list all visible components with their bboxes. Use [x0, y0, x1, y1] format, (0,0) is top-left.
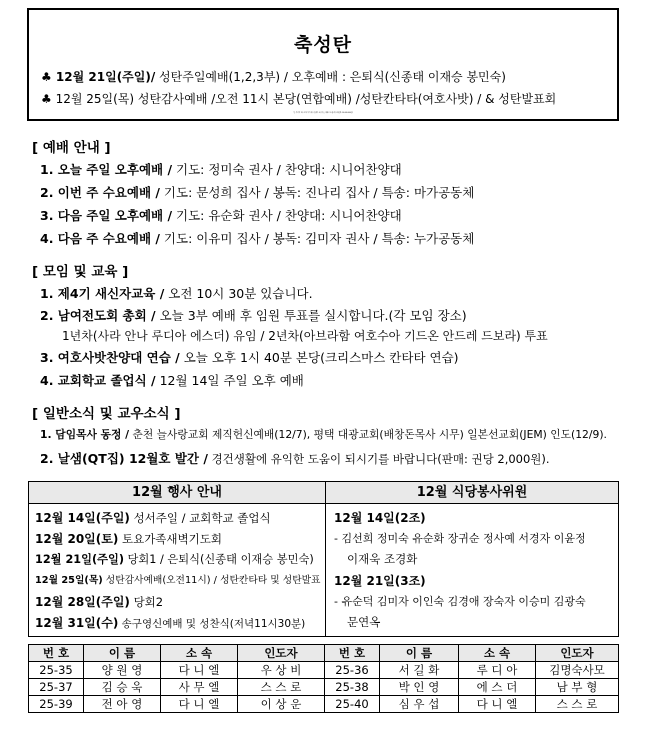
table-cell: 스 스 로	[536, 696, 619, 713]
column-header: 소 속	[459, 645, 536, 662]
christmas-line-1-lead: ♣ 12월 21일(주일)/	[41, 70, 156, 84]
table-cell: 루 디 아	[459, 662, 536, 679]
meetings-item-4	[40, 371, 304, 389]
christmas-notice-box	[27, 8, 619, 121]
table-cell: 전 아 영	[84, 696, 161, 713]
event-date: 12월 14일(주일)	[35, 511, 130, 525]
news-item-label: 1. 담임목사 동정 /	[40, 428, 130, 441]
column-header: 번 호	[29, 645, 84, 662]
meetings-item-text: 오늘 3부 예배 후 임원 투표를 실시합니다.(각 모임 장소)	[155, 308, 467, 323]
table-cell: 25-40	[325, 696, 380, 713]
table-cell: 25-35	[29, 662, 84, 679]
cafeteria-group-2-line: - 유순덕 김미자 이인숙 김경애 장숙자 이승미 김광숙	[334, 595, 586, 608]
event-date: 12월 25일(목)	[35, 575, 103, 586]
table-cell: 다 니 엘	[459, 696, 536, 713]
cafeteria-group-2-line: 문연옥	[347, 615, 381, 629]
news-heading: [ 일반소식 및 교우소식 ]	[32, 406, 181, 422]
table-cell: 25-38	[325, 679, 380, 696]
worship-item	[40, 229, 474, 247]
meetings-item-text: 오전 10시 30분 있습니다.	[164, 286, 313, 301]
worship-heading: [ 예배 안내 ]	[32, 140, 111, 156]
event-text: 당회2	[129, 595, 164, 609]
event-text: 토요가족새벽기도회	[118, 532, 222, 546]
column-header: 인도자	[536, 645, 619, 662]
event-row	[35, 614, 305, 631]
cafeteria-group-1-line: 이재욱 조경화	[347, 552, 418, 566]
meetings-item-text: 오늘 오후 1시 40분 본당(크리스마스 칸타타 연습)	[179, 350, 459, 365]
event-date: 12월 20일(토)	[35, 532, 119, 546]
worship-item-text: 기도: 정미숙 권사 / 찬양대: 시니어찬양대	[172, 162, 402, 177]
table-cell: 서 길 화	[380, 662, 459, 679]
news-item-1	[40, 427, 607, 442]
christmas-note: *온 가족이 모두 모여 아기 예수 탄생을 축하하는 예배로 드립니다.(예산액: 20,000,000원)	[293, 113, 353, 114]
christmas-title: 축성탄	[293, 34, 353, 56]
table-cell: 다 니 엘	[161, 662, 238, 679]
meetings-item-3	[40, 348, 459, 366]
worship-item-label: 3. 다음 주일 오후예배 /	[40, 208, 173, 223]
table-cell: 25-39	[29, 696, 84, 713]
worship-item-label: 2. 이번 주 수요예배 /	[40, 185, 160, 200]
event-date: 12월 21일(주일)	[35, 553, 124, 566]
schedule-divider	[325, 482, 326, 636]
event-text: 송구영신예배 및 성찬식(저녁11시30분)	[118, 618, 306, 630]
worship-item	[40, 206, 402, 224]
event-row	[35, 509, 271, 526]
event-row	[35, 551, 314, 567]
news-item-text: 춘천 늘사랑교회 제직헌신예배(12/7), 평택 대광교회(배창돈목사 시무) 일본선교회(JEM) 인도(12/9).	[129, 428, 607, 441]
meetings-item-label: 4. 교회학교 졸업식 /	[40, 373, 156, 388]
table-cell: 김 승 욱	[84, 679, 161, 696]
events-heading: 12월 행사 안내	[29, 482, 325, 504]
worship-item	[40, 160, 402, 178]
table-cell: 스 스 로	[238, 679, 325, 696]
table-cell: 25-36	[325, 662, 380, 679]
table-cell: 심 우 섭	[380, 696, 459, 713]
meetings-item-label: 1. 제4기 새신자교육 /	[40, 286, 165, 301]
table-cell: 사 무 엘	[161, 679, 238, 696]
event-date: 12월 28일(주일)	[35, 595, 130, 609]
cafeteria-group-1-line: - 김선희 정미숙 유순화 장귀순 정사예 서경자 이윤정	[334, 532, 586, 545]
table-cell: 양 원 영	[84, 662, 161, 679]
column-header: 이 름	[380, 645, 459, 662]
event-date: 12월 31일(수)	[35, 616, 119, 630]
event-text: 당회1 / 은퇴식(신종태 이재승 봉민숙)	[123, 553, 314, 566]
worship-item-text: 기도: 유순화 권사 / 찬양대: 시니어찬양대	[172, 208, 402, 223]
schedule-box	[28, 481, 619, 637]
christmas-line-1	[41, 68, 506, 85]
meetings-item-1	[40, 284, 313, 302]
worship-item	[40, 183, 474, 201]
table-cell: 우 상 비	[238, 662, 325, 679]
column-header: 소 속	[161, 645, 238, 662]
event-row	[35, 593, 163, 610]
worship-item-label: 4. 다음 주 수요예배 /	[40, 231, 160, 246]
column-header: 이 름	[84, 645, 161, 662]
meetings-item-2-continuation: 1년차(사라 안나 루디아 에스더) 유임 / 2년차(아브라함 여호수아 기드온 안드레 드보라) 투표	[62, 329, 548, 343]
cafeteria-heading: 12월 식당봉사위원	[326, 482, 618, 504]
cafeteria-group-2-title: 12월 21일(3조)	[334, 574, 426, 588]
event-row	[35, 572, 320, 586]
meetings-heading: [ 모임 및 교육 ]	[32, 264, 129, 280]
cafeteria-group-1-title: 12월 14일(2조)	[334, 511, 426, 525]
event-row	[35, 530, 222, 547]
column-header: 번 호	[325, 645, 380, 662]
meetings-item-2	[40, 306, 467, 324]
event-text: 성서주일 / 교회학교 졸업식	[129, 511, 271, 525]
table-row	[29, 679, 619, 696]
worship-item-text: 기도: 이유미 집사 / 봉독: 김미자 권사 / 특송: 누가공동체	[159, 231, 475, 246]
worship-item-text: 기도: 문성희 집사 / 봉독: 진나리 집사 / 특송: 마가공동체	[159, 185, 475, 200]
table-cell: 이 상 운	[238, 696, 325, 713]
meetings-item-label: 3. 여호사밧찬양대 연습 /	[40, 350, 180, 365]
christmas-line-1-text: 성탄주일예배(1,2,3부) / 오후예배 : 은퇴식(신종태 이재승 봉민숙)	[155, 70, 506, 84]
christmas-line-2: ♣ 12월 25일(목) 성탄감사예배 /오전 11시 본당(연합예배) /성탄칸타타(여호사밧) / & 성탄발표회	[41, 92, 557, 106]
table-row	[29, 696, 619, 713]
table-cell: 박 인 영	[380, 679, 459, 696]
event-text: 성탄감사예배(오전11시) / 성탄칸타타 및 성탄발표	[102, 575, 321, 586]
table-cell: 남 부 형	[536, 679, 619, 696]
table-cell: 다 니 엘	[161, 696, 238, 713]
column-header: 인도자	[238, 645, 325, 662]
news-item-label: 2. 날샘(QT집) 12월호 발간 /	[40, 451, 208, 466]
table-cell: 25-37	[29, 679, 84, 696]
meetings-item-text: 12월 14일 주일 오후 예배	[155, 373, 304, 388]
table-row	[29, 662, 619, 679]
news-item-2	[40, 449, 550, 467]
table-header-row	[29, 645, 619, 662]
meetings-item-label: 2. 남여전도회 총회 /	[40, 308, 156, 323]
table-cell: 에 스 더	[459, 679, 536, 696]
duty-table	[28, 644, 619, 713]
worship-item-label: 1. 오늘 주일 오후예배 /	[40, 162, 173, 177]
table-cell: 김명숙사모	[536, 662, 619, 679]
news-item-text: 경건생활에 유익한 도움이 되시기를 바랍니다(판매: 권당 2,000원).	[207, 452, 550, 466]
